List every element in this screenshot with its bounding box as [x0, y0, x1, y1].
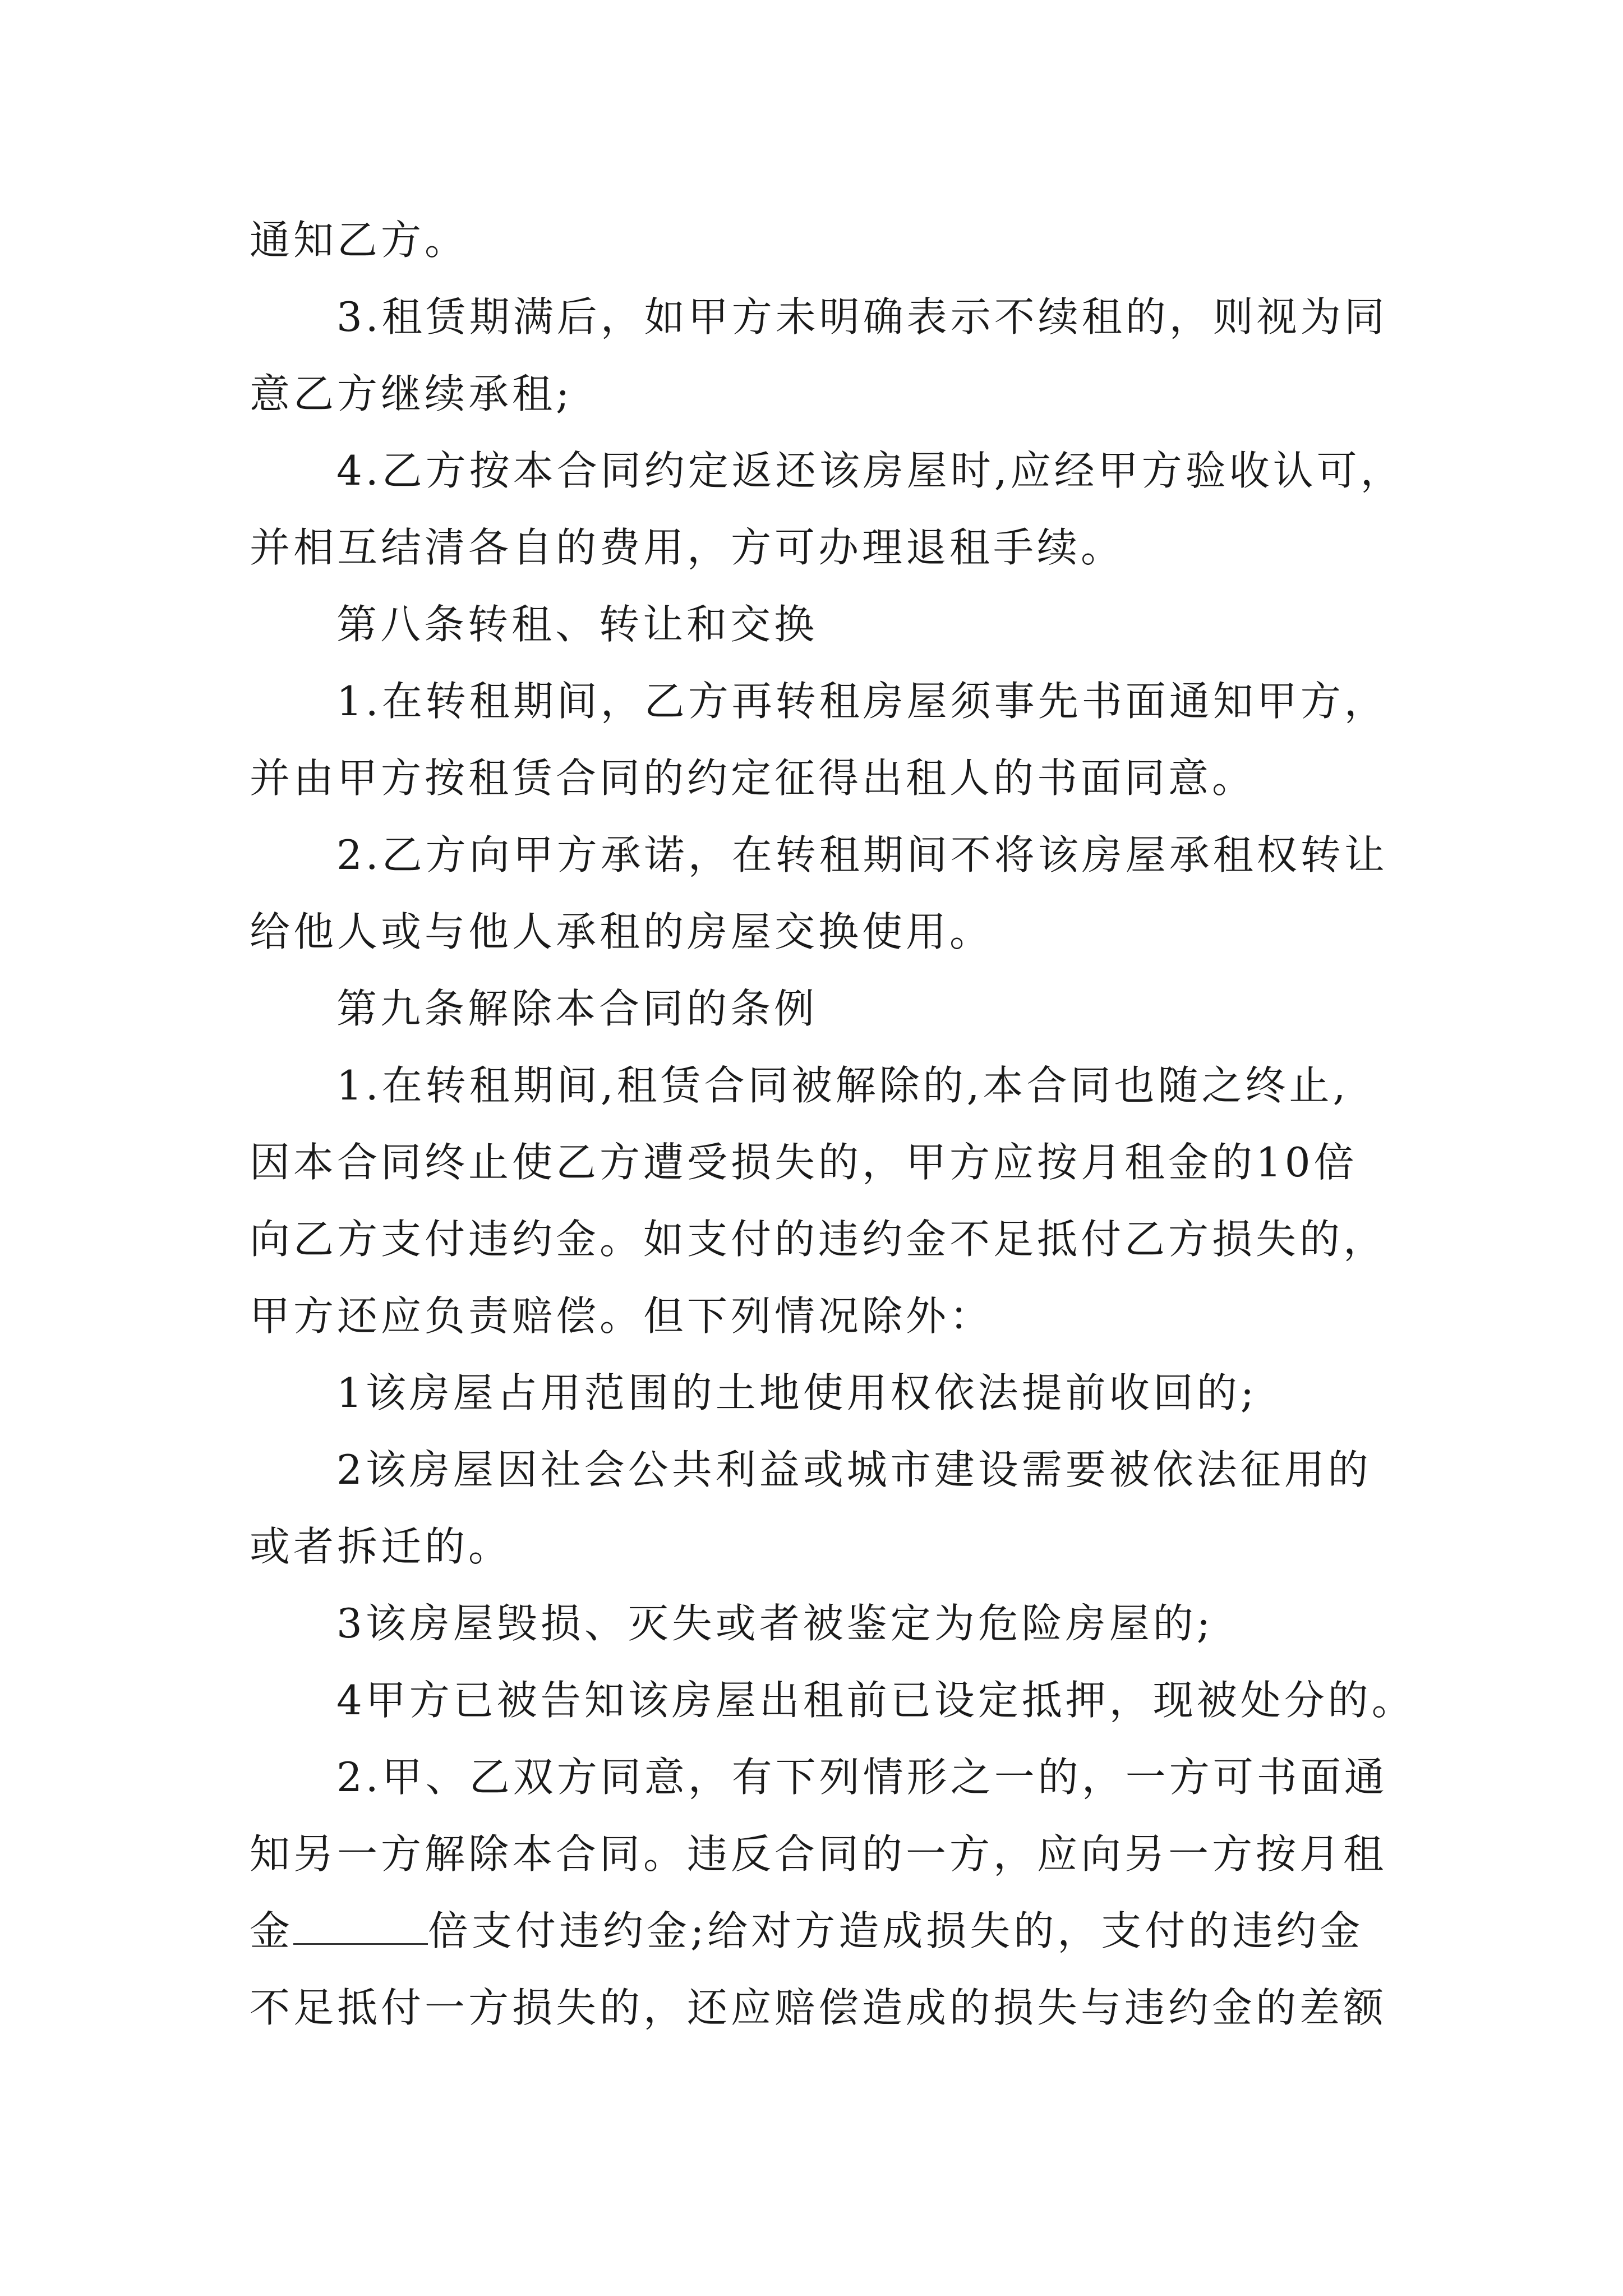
- paragraph-line: 1.在转租期间,租赁合同被解除的,本合同也随之终止,: [336, 1062, 1349, 1109]
- paragraph-line: 或者拆迁的。: [250, 1523, 513, 1570]
- fill-in-blank: [293, 1910, 428, 1945]
- text-after-blank: 倍支付违约金;给对方造成损失的，支付的违约金: [428, 1907, 1364, 1954]
- paragraph-line: 意乙方继续承租;: [250, 370, 573, 417]
- paragraph-line: 1.在转租期间，乙方再转租房屋须事先书面通知甲方，: [336, 678, 1388, 725]
- paragraph-line: 1该房屋占用范围的土地使用权依法提前收回的;: [336, 1369, 1258, 1416]
- paragraph-line: 甲方还应负责赔偿。但下列情况除外：: [250, 1292, 994, 1340]
- paragraph-line: 3该房屋毁损、灭失或者被鉴定为危险房屋的;: [336, 1600, 1214, 1647]
- paragraph-line: 知另一方解除本合同。违反合同的一方，应向另一方按月租: [250, 1830, 1387, 1878]
- paragraph-line: 因本合同终止使乙方遭受损失的，甲方应按月租金的10倍: [250, 1139, 1358, 1186]
- paragraph-line: 2.甲、乙双方同意，有下列情形之一的，一方可书面通: [336, 1754, 1388, 1801]
- paragraph-line: 4.乙方按本合同约定返还该房屋时,应经甲方验收认可，: [336, 447, 1404, 494]
- paragraph-line: 并相互结清各自的费用，方可办理退租手续。: [250, 524, 1125, 571]
- paragraph-line: 4甲方已被告知该房屋出租前已设定抵押，现被处分的。: [336, 1677, 1415, 1724]
- paragraph-line: 2.乙方向甲方承诺，在转租期间不将该房屋承租权转让: [336, 831, 1388, 878]
- paragraph-line: 2该房屋因社会公共利益或城市建设需要被依法征用的: [336, 1446, 1372, 1493]
- section-heading: 第九条解除本合同的条例: [336, 985, 818, 1032]
- paragraph-line: 通知乙方。: [250, 217, 469, 264]
- paragraph-line-with-blank: [250, 1893, 1388, 1970]
- section-heading: 第八条转租、转让和交换: [336, 601, 818, 648]
- contract-text: [250, 202, 1415, 2046]
- paragraph-line: 并由甲方按租赁合同的约定征得出租人的书面同意。: [250, 754, 1256, 802]
- paragraph-line: 向乙方支付违约金。如支付的违约金不足抵付乙方损失的，: [250, 1216, 1387, 1263]
- paragraph-line: 给他人或与他人承租的房屋交换使用。: [250, 908, 994, 955]
- text-before-blank: 金: [250, 1907, 294, 1954]
- paragraph-line: 不足抵付一方损失的，还应赔偿造成的损失与违约金的差额: [250, 1984, 1387, 2031]
- paragraph-line: 3.租赁期满后，如甲方未明确表示不续租的，则视为同: [336, 293, 1388, 341]
